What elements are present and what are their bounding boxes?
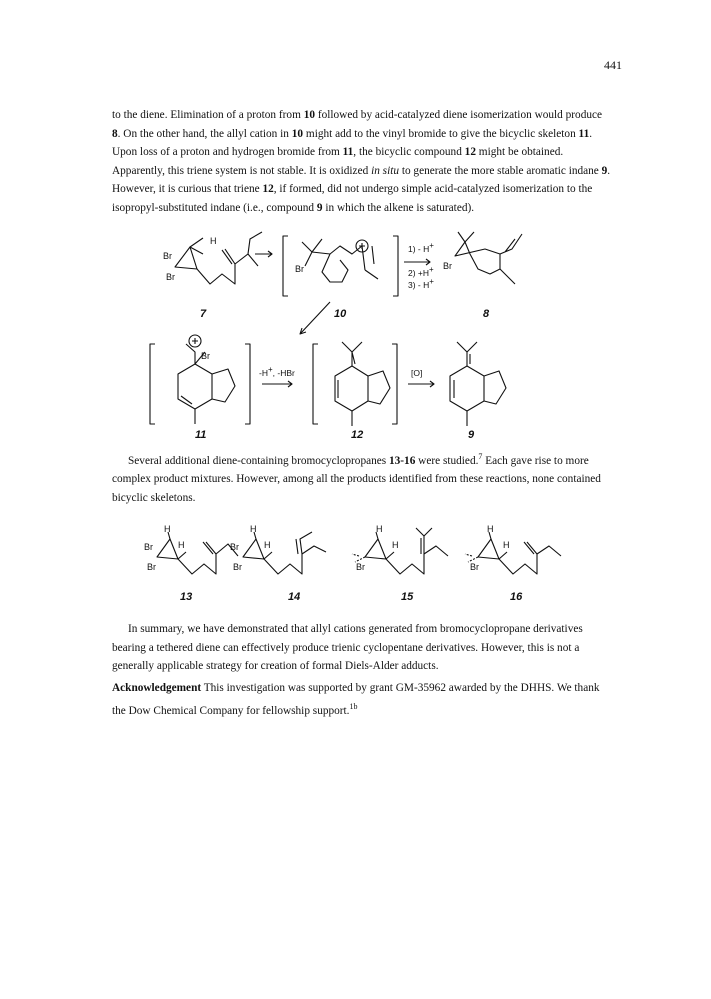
- compound-label-12: 12: [351, 429, 364, 441]
- para1-run: in which the alkene is saturated).: [322, 201, 475, 214]
- para4-run: This investigation was supported by grant GM-35962 awarded by the DHHS. We thank the Dow Chemical Company for fellowship support.: [112, 682, 600, 717]
- atom-h: H: [376, 524, 383, 534]
- para2-run: Several additional diene-containing bromocyclopropanes: [128, 454, 389, 467]
- para1-run: , the bicyclic compound: [353, 146, 465, 159]
- svg-text:1) - H+: [408, 241, 434, 254]
- paragraph-discussion: [112, 106, 612, 218]
- atom-h: H: [178, 540, 185, 550]
- para2-run: Each gave rise to more complex product mixtures. However, among all the products identified from these reactions, none contained bicyclic skeletons.: [112, 454, 601, 504]
- para1-run: to the diene. Elimination of a proton from: [112, 109, 304, 121]
- para4-run: Acknowledgement: [112, 682, 202, 694]
- para2-run: were studied.: [415, 454, 479, 467]
- atom-br: Br: [147, 562, 156, 572]
- atom-h: H: [487, 524, 494, 534]
- atom-h: H: [164, 524, 171, 534]
- structure-16: [465, 532, 561, 574]
- para1-run: in situ: [371, 164, 399, 177]
- atom-h: H: [210, 236, 217, 246]
- para1-run: 11: [578, 127, 590, 140]
- compound-label-15: 15: [401, 591, 414, 603]
- paragraph-additional-studies: [112, 448, 612, 508]
- para1-run: followed by acid-catalyzed diene isomerization would produce: [315, 109, 603, 121]
- atom-br: Br: [295, 264, 304, 274]
- reaction-scheme-1: [0, 224, 711, 444]
- atom-br: Br: [233, 562, 242, 572]
- atom-br: Br: [470, 562, 479, 572]
- condition-elimination-suffix: , -HBr: [272, 368, 295, 378]
- compound-label-11: 11: [195, 429, 207, 441]
- paragraph-acknowledgement: [112, 679, 612, 720]
- structure-10: [302, 239, 378, 282]
- compound-label-9: 9: [468, 429, 475, 441]
- para4-run: 1b: [349, 701, 358, 711]
- structure-11: [178, 335, 235, 424]
- atom-br: Br: [163, 251, 172, 261]
- structure-15: [352, 528, 448, 574]
- compound-label-14: 14: [288, 591, 301, 603]
- reaction-scheme-2: [0, 524, 711, 604]
- para1-run: 8: [112, 127, 118, 140]
- structure-13: [157, 532, 238, 574]
- structure-14: [243, 532, 326, 574]
- condition-superscript: +: [429, 241, 434, 250]
- para1-run: might be obtained. Apparently, this triene system is not stable. It is oxidized: [112, 146, 564, 177]
- condition-elimination: -H: [259, 368, 268, 378]
- compound-label-7: 7: [200, 308, 207, 320]
- para1-run: 12: [262, 183, 274, 196]
- atom-h: H: [264, 540, 271, 550]
- para1-run: , if formed, did not undergo simple acid-catalyzed isomerization to the isopropyl-substituted indane (i.e., compound: [112, 183, 593, 214]
- condition-deprotonation: 1) - H: [408, 244, 430, 254]
- condition-deprotonation-2: 3) - H: [408, 280, 430, 290]
- para1-run: 12: [464, 146, 476, 159]
- para1-run: 11: [342, 146, 354, 159]
- condition-superscript: +: [429, 277, 434, 286]
- para3-run: In summary, we have demonstrated that allyl cations generated from bromocyclopropane derivatives bearing a tethered diene can effectively produce trienic cyclopentane derivatives. However, this is not a generally applicable strategy for creation of formal Diels-Alder adducts.: [112, 623, 583, 673]
- condition-protonation: 2) +H: [408, 268, 430, 278]
- condition-superscript: +: [429, 265, 434, 274]
- compound-label-16: 16: [510, 591, 523, 603]
- atom-br: Br: [443, 261, 452, 271]
- para1-run: 10: [303, 109, 315, 121]
- atom-br: Br: [144, 542, 153, 552]
- compound-label-13: 13: [180, 591, 193, 603]
- para1-run: . On the other hand, the allyl cation in: [117, 127, 292, 140]
- svg-text:-H+, -HBr: [259, 365, 295, 378]
- atom-br: Br: [201, 351, 210, 361]
- atom-br: Br: [166, 272, 175, 282]
- structure-8: [455, 232, 522, 284]
- atom-h: H: [250, 524, 257, 534]
- condition-superscript: +: [267, 365, 273, 374]
- paragraph-summary: [112, 620, 612, 676]
- atom-h: H: [503, 540, 510, 550]
- structure-7: [175, 232, 262, 284]
- page-number: 441: [604, 58, 622, 72]
- para1-run: might add to the vinyl bromide to give the bicyclic skeleton: [303, 127, 579, 140]
- atom-br: Br: [356, 562, 365, 572]
- atom-h: H: [392, 540, 399, 550]
- compound-label-8: 8: [483, 308, 490, 320]
- para2-run: 13-16: [389, 454, 416, 467]
- para1-run: 9: [316, 201, 323, 214]
- compound-label-10: 10: [334, 308, 347, 320]
- para1-run: . Upon loss of a proton and hydrogen bromide from: [112, 127, 593, 159]
- condition-oxidation: [O]: [411, 368, 423, 378]
- para1-run: to generate the more stable aromatic indane: [399, 164, 602, 177]
- atom-br: Br: [230, 542, 239, 552]
- para1-run: 9: [601, 164, 608, 177]
- para2-run: 7: [478, 452, 483, 461]
- para1-run: . However, it is curious that triene: [112, 164, 611, 196]
- structure-9: [450, 342, 506, 426]
- svg-text:3) - H+: [408, 277, 434, 290]
- para1-run: 10: [291, 127, 304, 140]
- structure-12: [335, 342, 390, 426]
